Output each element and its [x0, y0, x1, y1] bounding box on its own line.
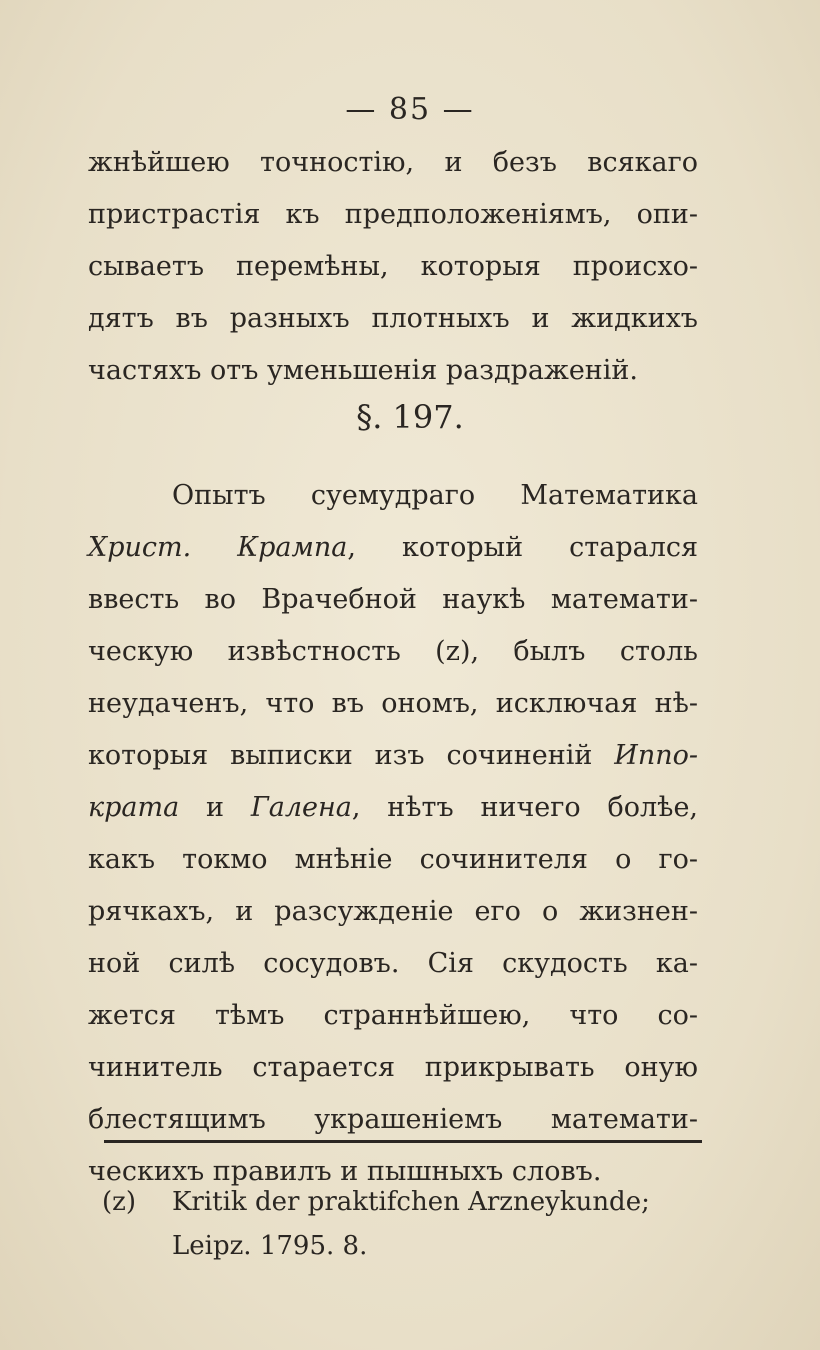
text-line: рячкахъ, и разсужденіе его о жизнен-	[88, 896, 698, 927]
page-number: — 85 —	[345, 92, 475, 127]
italic-name: Иппо-	[614, 740, 698, 771]
italic-name: крата	[88, 792, 180, 823]
text-segment: , который старался	[347, 532, 699, 563]
text-line: чинитель старается прикрывать оную	[88, 1052, 698, 1083]
footnote-line	[102, 1180, 702, 1224]
text-line: блестящимъ украшеніемъ математи-	[88, 1104, 698, 1135]
continued-paragraph	[88, 137, 698, 397]
section-paragraph	[88, 470, 698, 1198]
italic-name: Галена	[250, 792, 352, 823]
text-line: частяхъ отъ уменьшенія раздраженій.	[88, 355, 639, 386]
text-line: Опытъ суемудраго Математика	[172, 480, 698, 511]
footnote-line	[102, 1224, 702, 1268]
text-segment: которыя выписки изъ сочиненій	[88, 740, 593, 771]
text-line	[88, 730, 698, 782]
text-line: пристрастія къ предположеніямъ, опи-	[88, 199, 698, 230]
text-line: ческую извѣстность (z), былъ столь	[88, 636, 698, 667]
text-line: жется тѣмъ страннѣйшею, что со-	[88, 1000, 698, 1031]
footnote-divider	[104, 1140, 702, 1143]
section-heading: §. 197.	[356, 398, 464, 436]
text-line: ввесть во Врачебной наукѣ математи-	[88, 584, 698, 615]
italic-name: Христ. Крампа	[88, 532, 348, 563]
footnote-marker: (z)	[102, 1187, 136, 1217]
text-line	[88, 782, 698, 834]
text-line: какъ токмо мнѣніе сочинителя о го-	[88, 844, 698, 875]
footnote-text: Kritik der praktifchen Arzneykunde;	[172, 1187, 650, 1217]
footnote	[102, 1180, 702, 1268]
text-segment: и	[179, 792, 251, 823]
text-line	[88, 522, 698, 574]
text-line: ческихъ правилъ и пышныхъ словъ.	[88, 1156, 602, 1187]
text-line: ной силѣ сосудовъ. Сія скудость ка-	[88, 948, 698, 979]
text-line: неудаченъ, что въ ономъ, исключая нѣ-	[88, 688, 698, 719]
text-line: жнѣйшею точностію, и безъ всякаго	[88, 147, 698, 178]
text-segment: , нѣтъ ничего болѣе,	[351, 792, 698, 823]
footnote-text: Leipz. 1795. 8.	[172, 1231, 368, 1261]
text-line: дятъ въ разныхъ плотныхъ и жидкихъ	[88, 303, 698, 334]
text-line: сываетъ перемѣны, которыя происхо-	[88, 251, 698, 282]
